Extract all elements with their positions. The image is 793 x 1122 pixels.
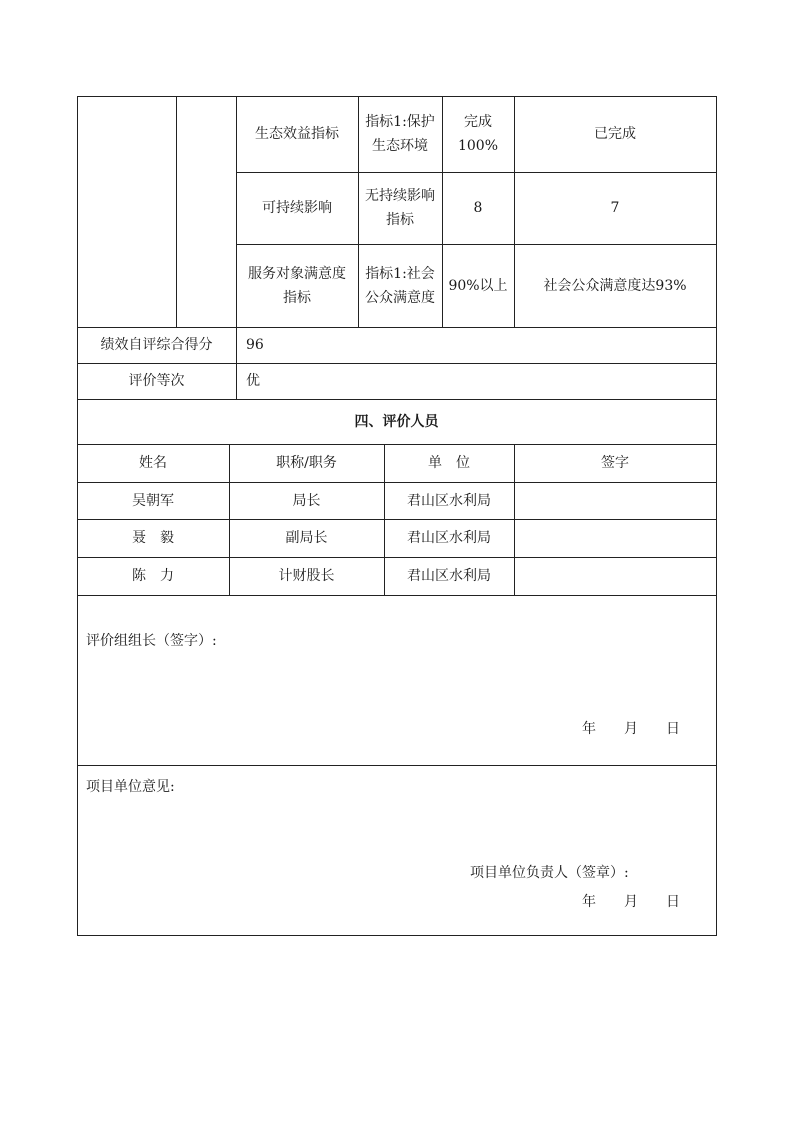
grade-label: 评价等次 (128, 373, 185, 389)
person-signature (514, 519, 716, 557)
grade-value: 优 (246, 373, 260, 389)
indicator-target: 完成100% (457, 114, 499, 154)
indicator-actual: 已完成 (594, 126, 636, 142)
person-unit: 君山区水利局 (407, 568, 491, 584)
indicator-category: 生态效益指标 (255, 126, 339, 142)
indicator-category: 可持续影响 (262, 200, 332, 216)
indicator-actual: 社会公众满意度达93% (543, 277, 687, 294)
leader-signature-label: 评价组组长（签字）: (86, 633, 217, 649)
opinion-date: 年 月 日 (582, 894, 680, 910)
section-title: 四、评价人员 (354, 413, 439, 430)
person-signature (514, 557, 716, 595)
person-title: 副局长 (285, 530, 328, 546)
leader-date: 年 月 日 (582, 721, 680, 737)
indicator-category: 服务对象满意度指标 (248, 265, 346, 306)
person-name: 陈 力 (132, 568, 174, 584)
person-signature (514, 482, 716, 519)
column-header-name: 姓名 (139, 455, 167, 471)
opinion-signer-label: 项目单位负责人（签章）: (470, 865, 629, 881)
person-name: 聂 毅 (132, 530, 174, 546)
indicator-target: 8 (473, 200, 483, 216)
person-unit: 君山区水利局 (407, 492, 491, 509)
person-name: 吴朝军 (132, 492, 174, 509)
person-unit: 君山区水利局 (407, 530, 491, 546)
opinion-label: 项目单位意见: (86, 779, 175, 795)
column-header-unit: 单 位 (428, 455, 470, 471)
indicator-name: 指标1:保护生态环境 (365, 114, 435, 154)
score-label: 绩效自评综合得分 (100, 337, 213, 353)
person-title: 局长 (292, 492, 321, 509)
indicator-name: 无持续影响指标 (365, 188, 435, 228)
person-title: 计财股长 (278, 568, 335, 584)
indicator-actual: 7 (610, 200, 620, 216)
indicator-name: 指标1:社会公众满意度 (365, 265, 435, 306)
indicator-target: 90%以上 (448, 277, 508, 294)
column-header-title: 职称/职务 (276, 455, 337, 471)
score-value: 96 (246, 337, 264, 353)
column-header-sign: 签字 (601, 455, 629, 471)
